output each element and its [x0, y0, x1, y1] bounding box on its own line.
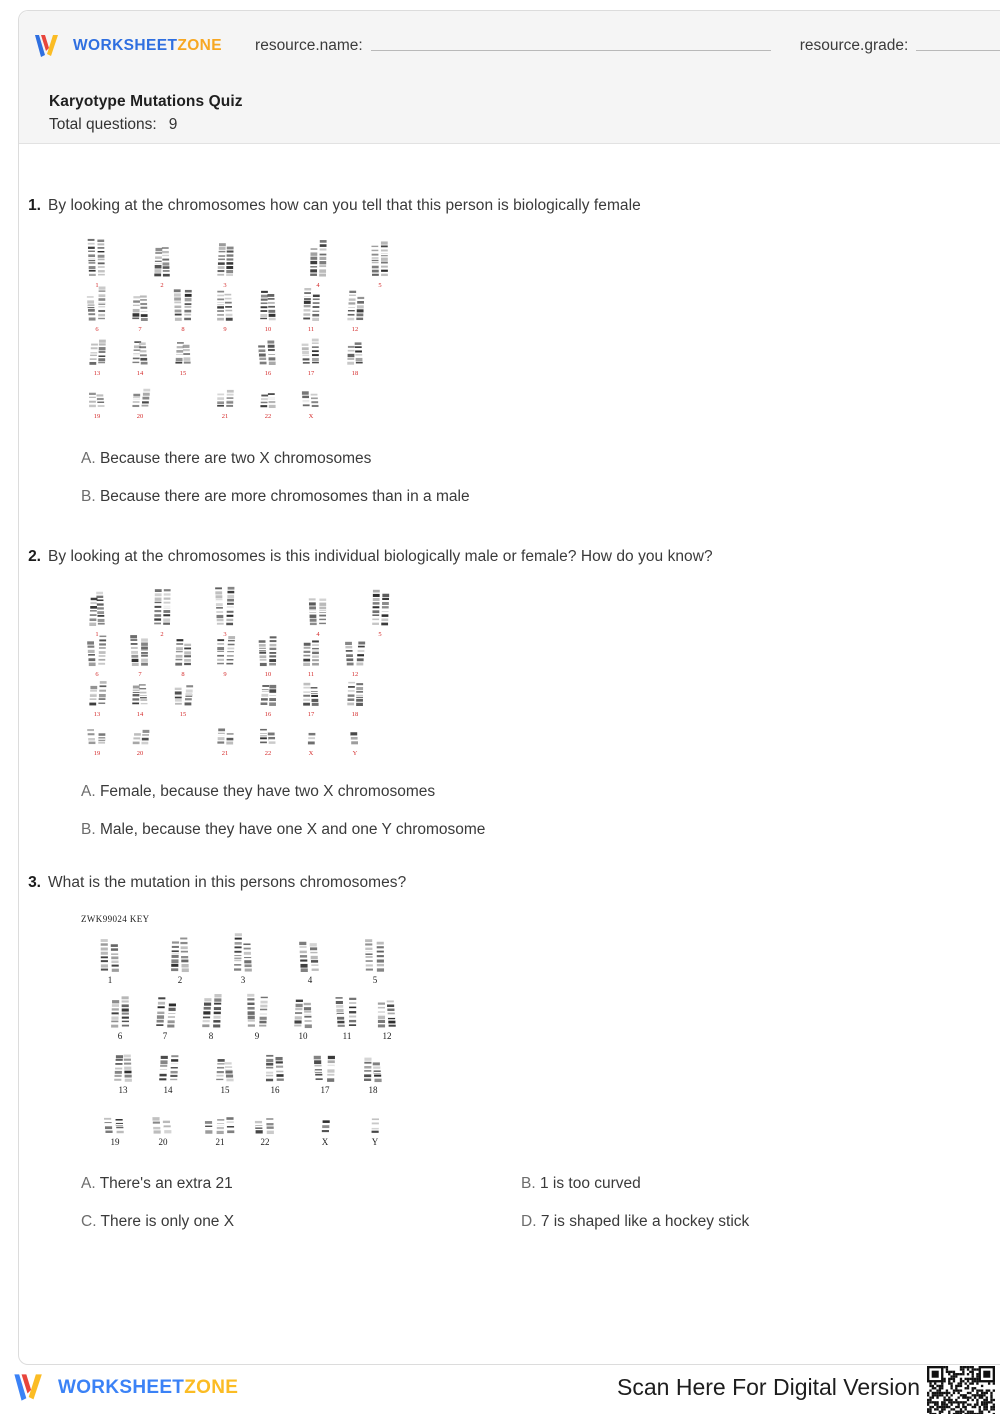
- question-block-3: [19, 873, 979, 1232]
- question-text: By looking at the chromosomes how can you tell that this person is biologically female: [48, 197, 641, 214]
- answer-option-B[interactable]: [81, 820, 979, 840]
- svg-text:22: 22: [260, 1136, 270, 1147]
- header-top-row: [33, 33, 1000, 59]
- svg-text:20: 20: [136, 412, 144, 420]
- svg-text:10: 10: [264, 670, 272, 678]
- answer-letter: B.: [81, 821, 96, 839]
- svg-text:1: 1: [107, 974, 113, 985]
- svg-text:2: 2: [160, 281, 164, 289]
- svg-text:12: 12: [351, 325, 359, 333]
- answer-text: Male, because they have one X and one Y chromosome: [99, 821, 486, 839]
- answer-text: There's an extra 21: [99, 1174, 233, 1192]
- karyotype-female-image-container: [75, 235, 979, 435]
- svg-text:13: 13: [118, 1084, 128, 1095]
- svg-text:2: 2: [160, 630, 164, 638]
- svg-text:1: 1: [95, 630, 99, 638]
- svg-text:4: 4: [316, 281, 320, 289]
- svg-text:9: 9: [223, 325, 227, 333]
- svg-text:17: 17: [307, 369, 315, 377]
- footer-logo-word-zone: ZONE: [184, 1376, 239, 1398]
- qr-code-icon[interactable]: [927, 1366, 995, 1414]
- svg-text:4: 4: [316, 630, 320, 638]
- svg-text:7: 7: [138, 325, 142, 333]
- svg-text:10: 10: [298, 1030, 308, 1041]
- svg-text:11: 11: [307, 670, 315, 678]
- worksheet-card: [18, 10, 1000, 1365]
- svg-text:7: 7: [138, 670, 142, 678]
- svg-text:10: 10: [264, 325, 272, 333]
- svg-text:3: 3: [223, 281, 227, 289]
- question-heading: [19, 547, 979, 568]
- svg-text:Y: Y: [371, 1136, 379, 1147]
- svg-text:5: 5: [378, 281, 382, 289]
- total-questions-count: 9: [168, 116, 178, 134]
- karyotype-male-image-container: [75, 586, 979, 768]
- svg-text:1: 1: [95, 281, 99, 289]
- svg-text:X: X: [321, 1136, 329, 1147]
- svg-text:20: 20: [158, 1136, 168, 1147]
- answer-letter: B.: [521, 1174, 536, 1192]
- karyotype-male-image: [75, 586, 405, 768]
- svg-text:7: 7: [162, 1030, 168, 1041]
- answer-options: [81, 449, 979, 507]
- student-name-label: resource.name:: [255, 37, 363, 55]
- svg-text:16: 16: [270, 1084, 280, 1095]
- svg-text:18: 18: [351, 369, 359, 377]
- svg-text:16: 16: [264, 369, 272, 377]
- svg-text:17: 17: [307, 710, 315, 718]
- svg-text:ZWK99024 KEY: ZWK99024 KEY: [81, 913, 150, 924]
- worksheetzone-w-logo-icon: [33, 33, 64, 59]
- page-title: Karyotype Mutations Quiz: [49, 93, 243, 110]
- answer-text: 1 is too curved: [539, 1174, 641, 1192]
- svg-text:19: 19: [110, 1136, 120, 1147]
- svg-text:13: 13: [93, 710, 101, 718]
- footer-logo[interactable]: [12, 1372, 238, 1403]
- footer-logo-word-worksheet: WORKSHEET: [58, 1376, 185, 1398]
- answer-text: Because there are more chromosomes than in a male: [99, 488, 470, 506]
- svg-text:18: 18: [368, 1084, 378, 1095]
- logo-word-zone: ZONE: [177, 37, 223, 54]
- svg-text:17: 17: [320, 1084, 330, 1095]
- svg-text:22: 22: [264, 749, 272, 757]
- svg-text:19: 19: [93, 412, 101, 420]
- svg-text:6: 6: [95, 670, 99, 678]
- svg-text:8: 8: [181, 670, 185, 678]
- svg-text:15: 15: [179, 369, 187, 377]
- svg-text:18: 18: [351, 710, 359, 718]
- svg-text:12: 12: [382, 1030, 392, 1041]
- svg-text:12: 12: [351, 670, 359, 678]
- answer-option-A[interactable]: [81, 782, 979, 802]
- answer-letter: C.: [81, 1213, 97, 1231]
- question-number: 3.: [28, 874, 41, 891]
- student-name-rule[interactable]: [371, 50, 771, 51]
- worksheetzone-w-logo-icon: [12, 1372, 49, 1403]
- svg-text:5: 5: [372, 974, 378, 985]
- svg-text:X: X: [308, 412, 314, 420]
- answer-option-B[interactable]: [521, 1174, 979, 1194]
- svg-text:16: 16: [264, 710, 272, 718]
- scan-prompt: Scan Here For Digital Version: [617, 1374, 920, 1400]
- answer-options: [81, 782, 979, 840]
- answer-option-A[interactable]: [81, 449, 979, 469]
- question-number: 2.: [28, 548, 41, 565]
- svg-text:11: 11: [342, 1030, 352, 1041]
- svg-text:5: 5: [378, 630, 382, 638]
- svg-text:8: 8: [181, 325, 185, 333]
- svg-text:3: 3: [240, 974, 246, 985]
- answer-text: Because there are two X chromosomes: [99, 449, 372, 467]
- question-block-1: [19, 196, 979, 525]
- svg-text:4: 4: [307, 974, 313, 985]
- svg-text:6: 6: [117, 1030, 123, 1041]
- svg-text:14: 14: [163, 1084, 173, 1095]
- svg-text:13: 13: [93, 369, 101, 377]
- svg-text:21: 21: [221, 412, 229, 420]
- header-logo[interactable]: [33, 33, 222, 59]
- student-grade-label: resource.grade:: [799, 37, 909, 55]
- svg-text:14: 14: [136, 369, 144, 377]
- question-text: What is the mutation in this persons chromosomes?: [48, 874, 407, 891]
- svg-text:9: 9: [254, 1030, 260, 1041]
- svg-text:11: 11: [307, 325, 315, 333]
- student-grade-field[interactable]: [800, 38, 1000, 54]
- total-questions: [49, 116, 243, 133]
- karyotype-trisomy21-image: [75, 908, 415, 1158]
- svg-text:3: 3: [223, 630, 227, 638]
- answer-option-D[interactable]: [521, 1212, 979, 1232]
- total-questions-label: Total questions:: [49, 116, 157, 134]
- worksheet-meta: [49, 93, 243, 133]
- logo-word-worksheet: WORKSHEET: [73, 37, 178, 54]
- svg-text:21: 21: [215, 1136, 225, 1147]
- answer-option-B[interactable]: [81, 487, 979, 507]
- answer-option-A[interactable]: [81, 1174, 521, 1194]
- question-block-2: [19, 547, 979, 858]
- student-grade-rule[interactable]: [916, 50, 1000, 51]
- svg-text:20: 20: [136, 749, 144, 757]
- logo-wordmark: [73, 37, 222, 55]
- student-name-field[interactable]: [255, 38, 771, 54]
- answer-letter: A.: [81, 782, 96, 800]
- svg-text:8: 8: [208, 1030, 214, 1041]
- svg-text:9: 9: [223, 670, 227, 678]
- svg-text:2: 2: [177, 974, 183, 985]
- svg-text:6: 6: [95, 325, 99, 333]
- answer-letter: A.: [81, 1174, 96, 1192]
- question-heading: [19, 873, 979, 894]
- svg-text:14: 14: [136, 710, 144, 718]
- footer-logo-wordmark: [58, 1377, 238, 1399]
- svg-text:15: 15: [220, 1084, 230, 1095]
- question-text: By looking at the chromosomes is this individual biologically male or female? How do you know?: [48, 548, 713, 565]
- worksheet-footer: [0, 1366, 1000, 1414]
- svg-text:15: 15: [179, 710, 187, 718]
- karyotype-female-image: [75, 235, 405, 435]
- answer-text: Female, because they have two X chromosomes: [99, 782, 436, 800]
- svg-text:21: 21: [221, 749, 229, 757]
- question-number: 1.: [28, 197, 41, 214]
- svg-text:19: 19: [93, 749, 101, 757]
- svg-text:X: X: [308, 749, 314, 757]
- svg-text:22: 22: [264, 412, 272, 420]
- question-heading: [19, 196, 979, 217]
- answer-text: There is only one X: [100, 1213, 235, 1231]
- svg-text:Y: Y: [352, 749, 358, 757]
- answer-letter: B.: [81, 488, 96, 506]
- answer-letter: D.: [521, 1213, 537, 1231]
- answer-option-C[interactable]: [81, 1212, 521, 1232]
- answer-options: [81, 1174, 979, 1232]
- worksheet-header: [19, 11, 1000, 144]
- answer-letter: A.: [81, 449, 96, 467]
- answer-text: 7 is shaped like a hockey stick: [540, 1213, 750, 1231]
- karyotype-trisomy21-image-container: [75, 908, 979, 1158]
